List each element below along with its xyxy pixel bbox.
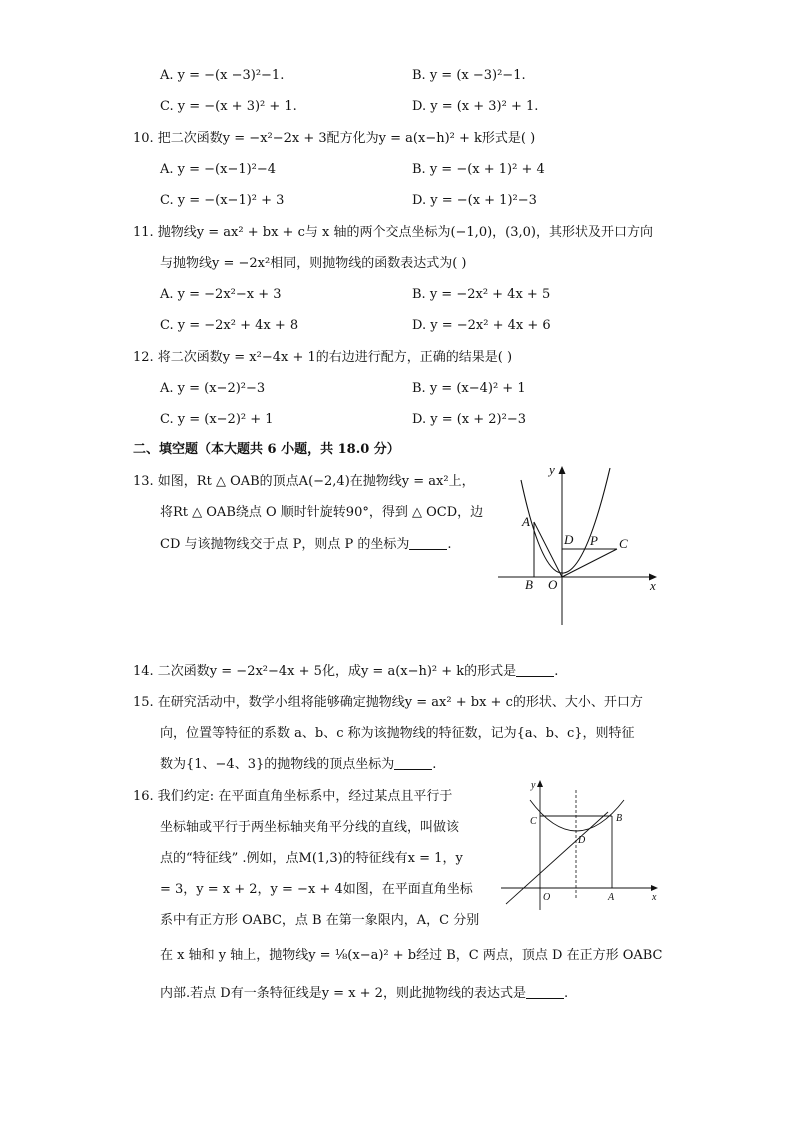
- label-a: A: [608, 892, 615, 903]
- q14-text: 14. 二次函数y = −2x²−4x + 5化，成y = a(x−h)² + k的形式是: [133, 664, 517, 679]
- q10-option-d: D. y = −(x + 1)²−3: [412, 193, 537, 208]
- q11-option-b: B. y = −2x² + 4x + 5: [412, 287, 551, 302]
- answer-blank[interactable]: [409, 537, 447, 550]
- q12-option-c: C. y = (x−2)² + 1: [160, 412, 274, 427]
- q16-line7-end: .: [563, 986, 569, 1001]
- label-x: x: [650, 578, 656, 593]
- q11-option-a: A. y = −2x²−x + 3: [160, 287, 282, 302]
- q16-line1: 16. 我们约定: 在平面直角坐标系中，经过某点且平行于: [133, 789, 453, 804]
- q9-option-b: B. y = (x −3)²−1.: [412, 68, 526, 83]
- q12-option-a: A. y = (x−2)²−3: [160, 381, 266, 396]
- q15-line1: 15. 在研究活动中，数学小组将能够确定抛物线y = ax² + bx + c的形状、大小、开口方: [133, 695, 643, 710]
- q14-line: [133, 663, 558, 681]
- q16-line3: 点的“特征线” .例如，点M(1,3)的特征线有x = 1，y: [160, 851, 463, 866]
- q12-stem: 12. 将二次函数y = x²−4x + 1的右边进行配方，正确的结果是( ): [133, 350, 513, 365]
- label-y: y: [549, 462, 555, 477]
- answer-blank[interactable]: [394, 757, 432, 770]
- q13-line3-end: .: [447, 537, 452, 552]
- q11-stem-line1: 11. 抛物线y = ax² + bx + c与 x 轴的两个交点坐标为(−1,0)，(3,0)，其形状及开口方向: [133, 225, 653, 240]
- answer-blank[interactable]: [526, 986, 564, 999]
- q9-option-d: D. y = (x + 3)² + 1.: [412, 99, 539, 114]
- q16-line6: 在 x 轴和 y 轴上，抛物线y = ⅛(x−a)² + b经过 B，C 两点，顶点 D 在正方形 OABC: [160, 948, 663, 963]
- q15-line2: 向，位置等特征的系数 a、b、c 称为该抛物线的特征数，记为{a、b、c}，则特征: [160, 726, 635, 741]
- y-axis-arrow: [559, 466, 566, 474]
- q10-stem: 10. 把二次函数y = −x²−2x + 3配方化为y = a(x−h)² + k形式是( ): [133, 131, 536, 146]
- q14-end: .: [554, 664, 559, 679]
- q13-line3-text: CD 与该抛物线交于点 P，则点 P 的坐标为: [160, 537, 410, 552]
- label-c: C: [530, 816, 537, 827]
- q12-option-d: D. y = (x + 2)²−3: [412, 412, 527, 427]
- label-p: P: [590, 533, 598, 548]
- label-d: D: [578, 835, 586, 846]
- label-a: A: [522, 514, 530, 529]
- q15-line3-end: .: [432, 757, 437, 772]
- q16-line7-text: 内部.若点 D有一条特征线是y = x + 2，则此抛物线的表达式是: [160, 986, 526, 1001]
- q16-line7: [160, 985, 568, 1003]
- x-axis-arrow: [651, 885, 658, 891]
- q13-line1: 13. 如图，Rt △ OAB的顶点A(−2,4)在抛物线y = ax²上，: [133, 474, 475, 489]
- q15-line3: [160, 756, 436, 774]
- label-c: C: [619, 536, 628, 551]
- q9-option-c: C. y = −(x + 3)² + 1.: [160, 99, 297, 114]
- q16-line2: 坐标轴或平行于两坐标轴夹角平分线的直线，叫做该: [160, 820, 460, 835]
- label-d: D: [564, 532, 574, 547]
- y-axis-arrow: [537, 780, 543, 787]
- q13-line2: 将Rt △ OAB绕点 O 顺时针旋转90°，得到 △ OCD，边: [160, 505, 484, 520]
- q10-option-c: C. y = −(x−1)² + 3: [160, 193, 285, 208]
- q10-option-b: B. y = −(x + 1)² + 4: [412, 162, 545, 177]
- label-x: x: [652, 892, 657, 903]
- q13-figure: [493, 460, 668, 630]
- label-b: B: [616, 813, 623, 824]
- label-o: O: [543, 892, 551, 903]
- segment-ao: [534, 522, 562, 577]
- q9-option-a: A. y = −(x −3)²−1.: [160, 68, 285, 83]
- q16-line4: = 3，y = x + 2，y = −x + 4如图，在平面直角坐标: [160, 882, 473, 897]
- q12-option-b: B. y = (x−4)² + 1: [412, 381, 526, 396]
- q16-line5: 系中有正方形 OABC，点 B 在第一象限内，A，C 分别: [160, 913, 480, 928]
- answer-blank[interactable]: [516, 664, 554, 677]
- q11-option-d: D. y = −2x² + 4x + 6: [412, 318, 551, 333]
- q11-option-c: C. y = −2x² + 4x + 8: [160, 318, 299, 333]
- label-b: B: [525, 577, 533, 592]
- q13-line3: [160, 536, 452, 554]
- section-2-title: 二、填空题（本大题共 6 小题，共 18.0 分）: [133, 442, 400, 457]
- label-o: O: [548, 577, 558, 592]
- q15-line3-text: 数为{1、−4、3}的抛物线的顶点坐标为: [160, 757, 395, 772]
- q10-option-a: A. y = −(x−1)²−4: [160, 162, 277, 177]
- segment-oc: [562, 549, 617, 577]
- q11-stem-line2: 与抛物线y = −2x²相同，则抛物线的函数表达式为( ): [160, 256, 467, 271]
- parabola-curve: [530, 800, 624, 831]
- q16-figure: [496, 776, 668, 914]
- label-y: y: [531, 780, 536, 791]
